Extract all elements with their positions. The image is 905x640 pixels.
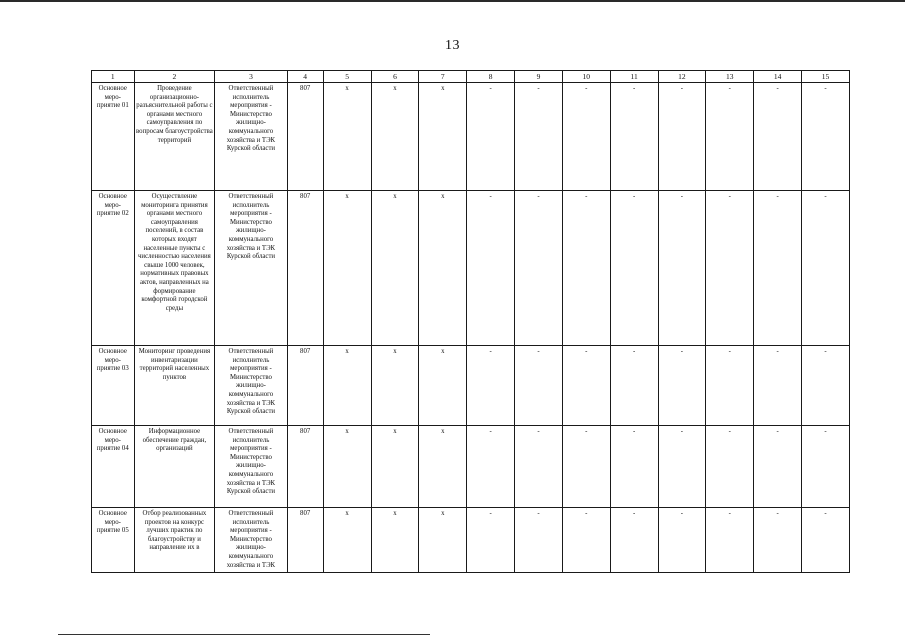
header-cell: 15: [802, 71, 850, 83]
activities-table: [91, 70, 850, 573]
table-row: [92, 508, 850, 573]
value-cell: х: [419, 191, 467, 346]
value-cell: х: [419, 346, 467, 426]
activity-kind-cell: Основное меро-приятие 02: [92, 191, 135, 346]
value-cell: -: [467, 508, 515, 573]
value-cell: -: [562, 191, 610, 346]
activity-kind-cell: Основное меро-приятие 04: [92, 426, 135, 508]
value-cell: -: [467, 191, 515, 346]
header-cell: 7: [419, 71, 467, 83]
table-row: [92, 346, 850, 426]
value-cell: х: [371, 191, 419, 346]
value-cell: -: [562, 83, 610, 191]
value-cell: -: [706, 83, 754, 191]
activity-name-cell: Мониторинг проведения инвентаризации территорий населенных пунктов: [134, 346, 215, 426]
table-body: [92, 83, 850, 573]
value-cell: -: [562, 346, 610, 426]
value-cell: х: [323, 346, 371, 426]
header-cell: 3: [215, 71, 287, 83]
value-cell: х: [323, 508, 371, 573]
value-cell: х: [419, 83, 467, 191]
value-cell: -: [562, 426, 610, 508]
responsible-cell: Ответственный исполнитель мероприятия - Министерство жилищно-коммунального хозяйства и ТЭК Курской области: [215, 83, 287, 191]
header-row: [92, 71, 850, 83]
responsible-cell: Ответственный исполнитель мероприятия - Министерство жилищно-коммунального хозяйства и ТЭК Курской области: [215, 191, 287, 346]
value-cell: -: [515, 508, 563, 573]
header-cell: 1: [92, 71, 135, 83]
value-cell: -: [754, 346, 802, 426]
value-cell: х: [419, 508, 467, 573]
header-cell: 8: [467, 71, 515, 83]
header-cell: 13: [706, 71, 754, 83]
value-cell: -: [515, 191, 563, 346]
value-cell: -: [754, 191, 802, 346]
code-cell: 807: [287, 346, 323, 426]
value-cell: -: [610, 426, 658, 508]
table-row: [92, 83, 850, 191]
activity-name-cell: Осуществление мониторинга принятия органами местного самоуправления поселений, в состав которых входят населенные пункты с численностью населения свыше 1000 человек, нормативных правовых актов, направленных на формирование комфортной городской среды: [134, 191, 215, 346]
value-cell: -: [802, 508, 850, 573]
value-cell: х: [371, 346, 419, 426]
value-cell: -: [802, 191, 850, 346]
value-cell: -: [610, 83, 658, 191]
value-cell: -: [658, 346, 706, 426]
value-cell: -: [706, 346, 754, 426]
value-cell: х: [371, 508, 419, 573]
responsible-cell: Ответственный исполнитель мероприятия - Министерство жилищно-коммунального хозяйства и ТЭК Курской области: [215, 346, 287, 426]
code-cell: 807: [287, 508, 323, 573]
value-cell: -: [802, 426, 850, 508]
header-cell: 5: [323, 71, 371, 83]
header-cell: 10: [562, 71, 610, 83]
activity-name-cell: Проведение организационно-разъяснительной работы с органами местного самоуправления по вопросам благоустройства территорий: [134, 83, 215, 191]
activity-name-cell: Отбор реализованных проектов на конкурс лучших практик по благоустройству и направление их в: [134, 508, 215, 573]
page-number: 13: [445, 38, 460, 53]
header-cell: 4: [287, 71, 323, 83]
value-cell: -: [706, 508, 754, 573]
table-row: [92, 426, 850, 508]
bottom-rule: [58, 634, 430, 635]
value-cell: -: [515, 346, 563, 426]
value-cell: -: [754, 83, 802, 191]
value-cell: -: [515, 83, 563, 191]
value-cell: -: [658, 83, 706, 191]
value-cell: -: [754, 426, 802, 508]
activity-kind-cell: Основное меро-приятие 03: [92, 346, 135, 426]
value-cell: -: [706, 191, 754, 346]
value-cell: -: [754, 508, 802, 573]
value-cell: х: [323, 191, 371, 346]
top-border-line: [0, 0, 905, 2]
responsible-cell: Ответственный исполнитель мероприятия - Министерство жилищно-коммунального хозяйства и ТЭК: [215, 508, 287, 573]
value-cell: -: [467, 426, 515, 508]
value-cell: -: [467, 83, 515, 191]
value-cell: х: [323, 426, 371, 508]
value-cell: -: [467, 346, 515, 426]
value-cell: х: [371, 426, 419, 508]
header-cell: 12: [658, 71, 706, 83]
activity-name-cell: Информационное обеспечение граждан, организаций: [134, 426, 215, 508]
header-cell: 11: [610, 71, 658, 83]
code-cell: 807: [287, 83, 323, 191]
value-cell: -: [658, 426, 706, 508]
header-cell: 2: [134, 71, 215, 83]
activity-kind-cell: Основное меро-приятие 01: [92, 83, 135, 191]
value-cell: -: [706, 426, 754, 508]
value-cell: -: [562, 508, 610, 573]
table-row: [92, 191, 850, 346]
activity-kind-cell: Основное меро-приятие 05: [92, 508, 135, 573]
value-cell: -: [802, 83, 850, 191]
header-cell: 6: [371, 71, 419, 83]
value-cell: х: [419, 426, 467, 508]
value-cell: -: [610, 346, 658, 426]
code-cell: 807: [287, 191, 323, 346]
value-cell: х: [323, 83, 371, 191]
value-cell: -: [802, 346, 850, 426]
header-cell: 14: [754, 71, 802, 83]
value-cell: -: [610, 508, 658, 573]
value-cell: -: [658, 508, 706, 573]
value-cell: -: [658, 191, 706, 346]
value-cell: х: [371, 83, 419, 191]
code-cell: 807: [287, 426, 323, 508]
value-cell: -: [610, 191, 658, 346]
header-cell: 9: [515, 71, 563, 83]
responsible-cell: Ответственный исполнитель мероприятия - Министерство жилищно-коммунального хозяйства и ТЭК Курской области: [215, 426, 287, 508]
value-cell: -: [515, 426, 563, 508]
